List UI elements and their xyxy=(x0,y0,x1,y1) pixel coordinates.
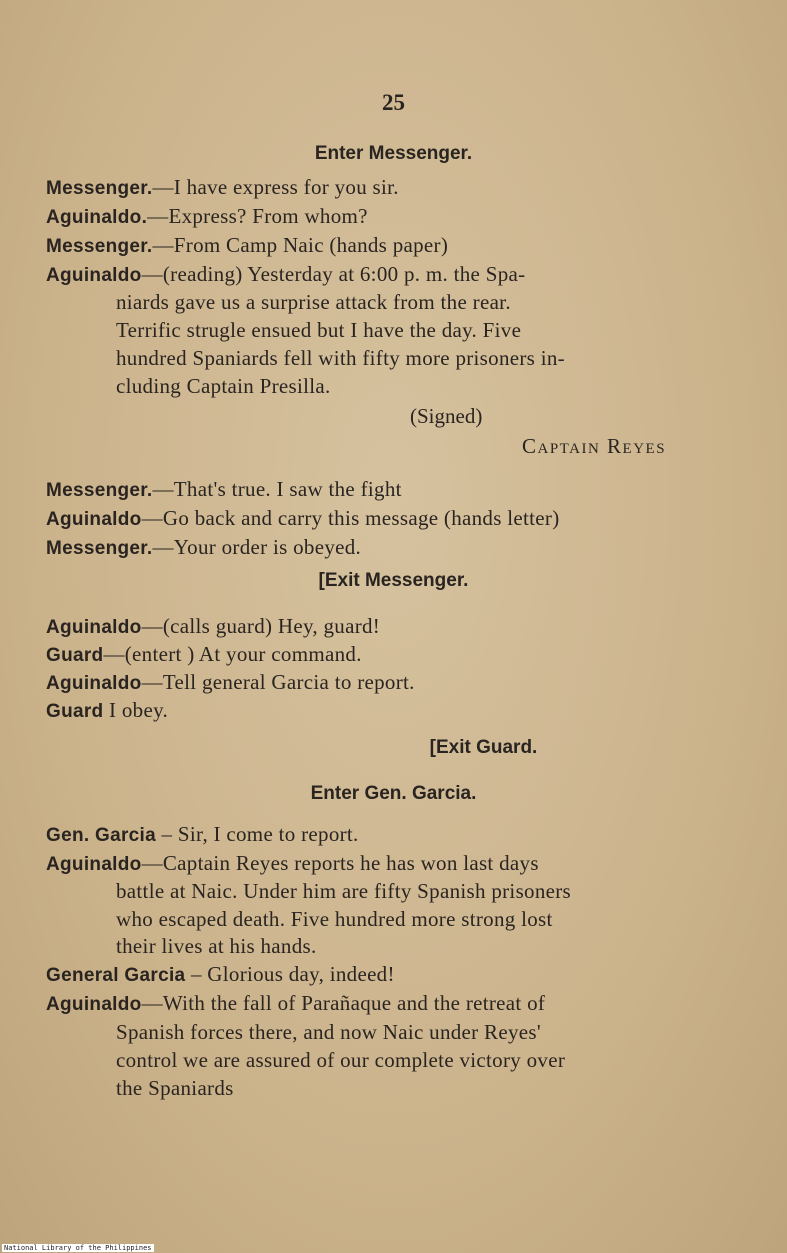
speech: —From Camp Naic (hands paper) xyxy=(152,233,449,257)
speaker: Aguinaldo xyxy=(46,854,142,875)
dialogue-line xyxy=(46,991,545,1016)
dialogue-line xyxy=(46,642,362,667)
library-footer: National Library of the Philippines xyxy=(4,1244,152,1252)
dialogue-line xyxy=(46,233,448,258)
speech: —With the fall of Parañaque and the retreat of xyxy=(141,991,546,1015)
speaker: Aguinaldo xyxy=(46,265,142,286)
speech: —I have express for you sir. xyxy=(152,175,399,199)
stage-direction-exit-messenger: [Exit Messenger. xyxy=(318,570,469,591)
speech: —That's true. I saw the fight xyxy=(152,477,402,501)
stage-direction-enter-garcia: Enter Gen. Garcia. xyxy=(310,783,477,804)
dialogue-line xyxy=(46,506,559,531)
dialogue-line xyxy=(46,262,525,287)
speaker: General Garcia xyxy=(46,965,186,986)
dialogue-line xyxy=(46,535,361,560)
speech: —Tell general Garcia to report. xyxy=(141,670,415,694)
speaker: Aguinaldo xyxy=(46,617,142,638)
dialogue-continuation: Spanish forces there, and now Naic under Reyes' xyxy=(116,1020,541,1044)
speaker: Messenger. xyxy=(46,480,153,501)
speaker: Guard xyxy=(46,645,104,666)
dialogue-continuation: niards gave us a surprise attack from the rear. xyxy=(116,290,511,314)
speech: —(entert ) At your command. xyxy=(103,642,362,666)
speech: —(reading) Yesterday at 6:00 p. m. the Spa- xyxy=(141,262,526,286)
speech: —Express? From whom? xyxy=(147,204,368,228)
dialogue-line xyxy=(46,962,395,987)
dialogue-line xyxy=(46,822,359,847)
dialogue-line xyxy=(46,670,415,695)
signed-note: (Signed) xyxy=(410,404,483,428)
speaker: Guard xyxy=(46,701,104,722)
dialogue-line xyxy=(46,477,402,502)
dialogue-continuation: Terrific strugle ensued but I have the day. Five xyxy=(116,318,522,342)
speaker: Messenger. xyxy=(46,178,153,199)
speaker: Messenger. xyxy=(46,538,153,559)
dialogue-continuation: their lives at his hands. xyxy=(116,934,317,958)
speaker: Aguinaldo xyxy=(46,994,142,1015)
stage-direction-enter-messenger: Enter Messenger. xyxy=(314,143,473,164)
dialogue-continuation: hundred Spaniards fell with fifty more prisoners in- xyxy=(116,346,565,370)
page-number: 25 xyxy=(382,90,405,115)
speech: —Go back and carry this message (hands letter) xyxy=(141,506,560,530)
dialogue-continuation: control we are assured of our complete victory over xyxy=(116,1048,566,1072)
speaker: Aguinaldo xyxy=(46,509,142,530)
speaker: Gen. Garcia xyxy=(46,825,156,846)
dialogue-continuation: battle at Naic. Under him are fifty Spanish prisoners xyxy=(116,879,572,903)
speech: —Your order is obeyed. xyxy=(152,535,362,559)
speech: – Sir, I come to report. xyxy=(161,822,359,846)
speech: I obey. xyxy=(109,698,169,722)
dialogue-line xyxy=(46,614,380,639)
dialogue-line xyxy=(46,698,168,723)
dialogue-continuation: the Spaniards xyxy=(116,1076,234,1100)
speaker: Messenger. xyxy=(46,236,153,257)
dialogue-line xyxy=(46,204,368,229)
stage-direction-exit-guard: [Exit Guard. xyxy=(429,737,538,758)
speech: —Captain Reyes reports he has won last days xyxy=(141,851,539,875)
speech: —(calls guard) Hey, guard! xyxy=(141,614,381,638)
dialogue-continuation: who escaped death. Five hundred more strong lost xyxy=(116,907,553,931)
speaker: Aguinaldo. xyxy=(46,207,148,228)
dialogue-line xyxy=(46,851,539,876)
signer-name: Captain Reyes xyxy=(522,434,667,458)
dialogue-line xyxy=(46,175,399,200)
dialogue-continuation: cluding Captain Presilla. xyxy=(116,374,331,398)
speech: – Glorious day, indeed! xyxy=(190,962,395,986)
speaker: Aguinaldo xyxy=(46,673,142,694)
